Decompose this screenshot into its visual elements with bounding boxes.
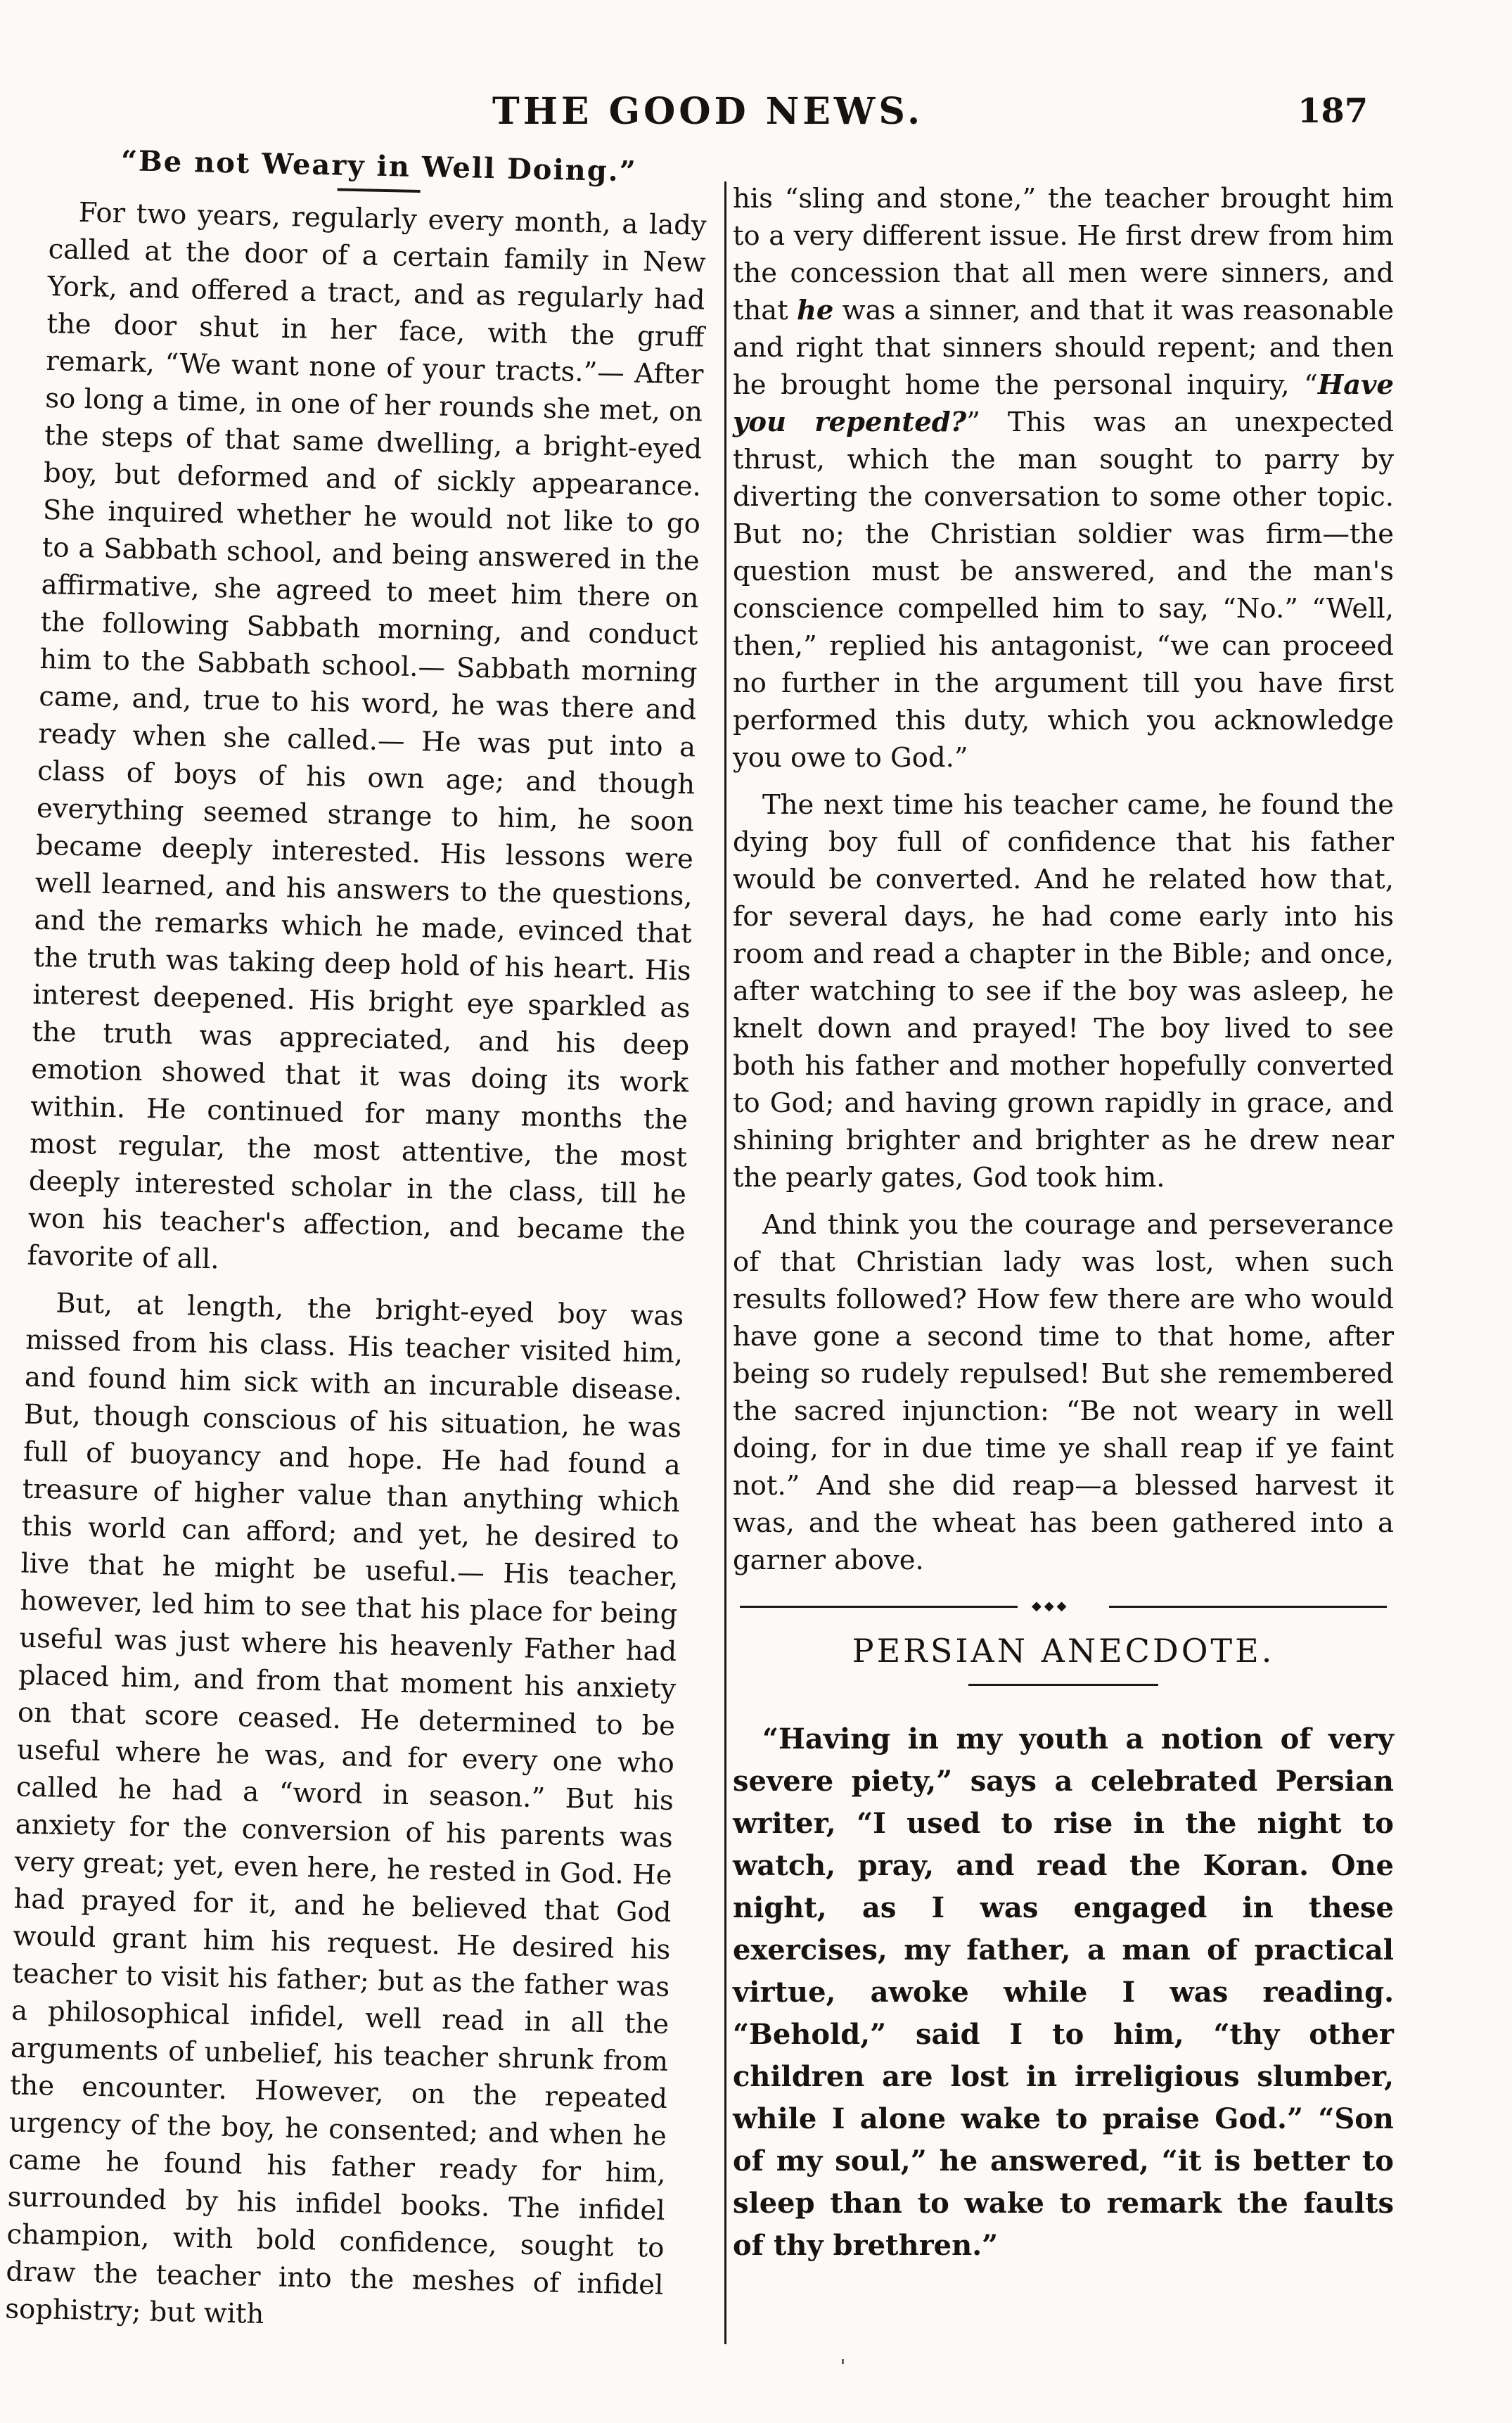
running-head [0, 90, 1512, 139]
continued-text-middle: was a sinner, and that it was reasonable and right that sinners should repent; and then he brought home the personal inquiry, “ [733, 295, 1394, 401]
column-divider [724, 181, 726, 2344]
continued-text-start: his “sling and stone,” the teacher brought him to a very different issue. He first drew from him the concession that all men were sinners, and that [733, 183, 1394, 326]
ornament-line-right [1109, 1606, 1387, 1608]
heading-rule [968, 1684, 1158, 1686]
right-column [733, 180, 1394, 2277]
article-paragraph: And think you the courage and perseverance of that Christian lady was lost, when such results followed? How few there are who would have gone a second time to that home, after being so rudely repulsed! But she remembered the sacred injunction: “Be not weary in well doing, for in due time ye shall reap if ye faint not.” And she did reap—a blessed harvest it was, and the wheat has been gathered into a garner above. [733, 1209, 1394, 1576]
emphasis-he: he [796, 295, 834, 326]
anecdote-paragraph: “Having in my youth a notion of very severe piety,” says a celebrated Persian writer, “I used to rise in the night to watch, pray, and read the Koran. One night, as I was engaged in these exercises, my father, a man of practical virtue, awoke while I was reading. “Behold,” said I to him, “thy other children are lost in irreligious slumber, while I alone wake to praise God.” “Son of my soul,” he answered, “it is better to sleep than to wake to remark the faults of thy brethren.” [733, 1722, 1394, 2262]
footer-mark: ' [840, 2356, 846, 2377]
article-paragraph: But, at length, the bright-eyed boy was missed from his class. His teacher visited him, and found him sick with an incurable disease. But, though conscious of his situation, he was full of buoyancy and hope. He had found a treasure of higher value than anything which this world can afford; and yet, he desired to live that he might be useful.— His teacher, however, led him to see that his place for being useful was just where his heavenly Father had placed him, and from that moment his anxiety on that score ceased. He determined to be useful where he was, and for every one who called he had a “word in season.” But his anxiety for the conversion of his parents was very great; yet, even here, he rested in God. He had prayed for it, and he believed that God would grant him his request. He desired his teacher to visit his father; but as the father was a philosophical infidel, well read in all the arguments of unbelief, his teacher shrunk from the encounter. However, on the repeated urgency of the boy, he consented; and when he came he found his father ready for him, surrounded by his infidel books. The infidel champion, with bold confidence, sought to draw the teacher into the meshes of infidel sophistry; but with [4, 1287, 684, 2331]
continued-paragraph [733, 180, 1394, 776]
article-title: “Be not Weary in Well Doing.” [120, 144, 638, 188]
title-rule [337, 188, 420, 193]
section-heading: PERSIAN ANECDOTE. [852, 1632, 1275, 1670]
article-paragraph: The next time his teacher came, he found the dying boy full of confidence that his father would be converted. And he related how that, for several days, he had come early into his room and read a chapter in the Bible; and once, after watching to see if the boy was asleep, he knelt down and prayed! The boy lived to see both his father and mother hopefully converted to God; and having grown rapidly in grace, and shining brighter and brighter as he drew near the pearly gates, God took him. [733, 789, 1394, 1194]
ornament-line-left [740, 1606, 1018, 1608]
continued-text-end: ” This was an unexpected thrust, which the man sought to parry by diverting the conversation to some other topic. But no; the Christian soldier was firm—the question must be answered, and the man's conscience compelled him to say, “No.” “Well, then,” replied his antagonist, “we can proceed no further in the argument till you have first performed this duty, which you acknowledge you owe to God.” [733, 407, 1395, 774]
emphasis-question: Have you repented? [733, 369, 1394, 438]
publication-title: THE GOOD NEWS. [492, 90, 924, 133]
left-column [5, 141, 708, 2351]
ornament-diamonds: ◆◆◆ [1032, 1599, 1070, 1613]
page-number: 187 [1298, 91, 1369, 131]
section-ornament [740, 1600, 1387, 1613]
article-paragraph: For two years, regularly every month, a lady called at the door of a certain family in New York, and offered a tract, and as regularly had the door shut in her face, with the gruff remark, “We want none of your tracts.”— After so long a time, in one of her rounds she met, on the steps of that same dwelling, a bright-eyed boy, but deformed and of sickly appearance. She inquired whether he would not like to go to a Sabbath school, and being answered in the affirmative, she agreed to meet him there on the following Sabbath morning, and conduct him to the Sabbath school.— Sabbath morning came, and, true to his word, he was there and ready when she called.— He was put into a class of boys of his own age; and though everything seemed strange to him, he soon became deeply interested. His lessons were well learned, and his answers to the questions, and the remarks which he made, evinced that the truth was taking deep hold of his heart. His interest deepened. His bright eye sparkled as the truth was appreciated, and his deep emotion showed that it was doing its work within. He continued for many months the most regular, the most attentive, the most deeply interested scholar in the class, till he won his teacher's affection, and became the favorite of all. [27, 196, 707, 1276]
